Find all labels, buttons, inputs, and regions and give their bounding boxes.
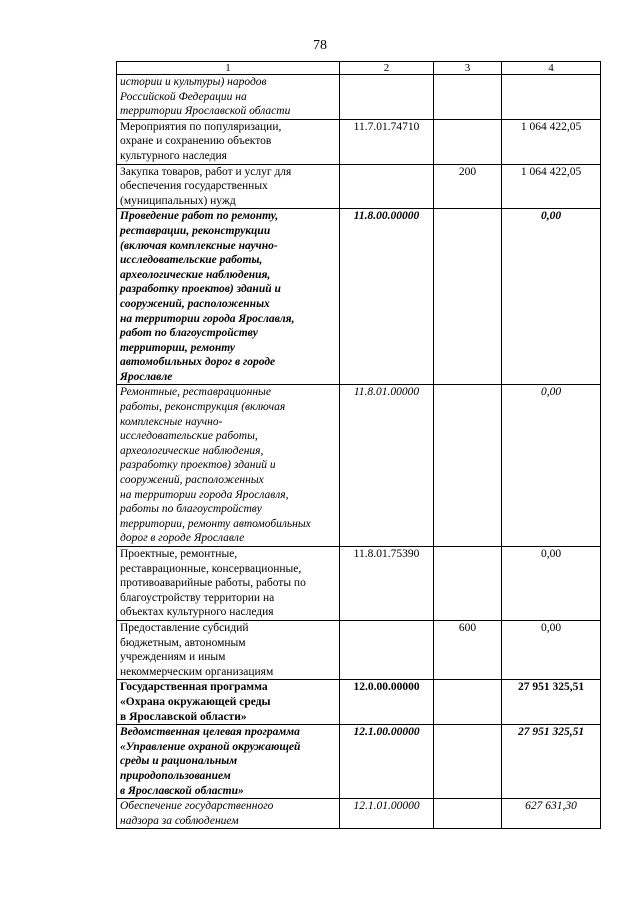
row-code-cell <box>340 75 434 120</box>
row-expense-type-cell <box>434 725 502 799</box>
row-expense-type-cell <box>434 75 502 120</box>
row-name-line: надзора за соблюдением <box>120 814 239 827</box>
row-code-cell: 11.7.01.74710 <box>340 119 434 164</box>
row-name-cell <box>117 725 340 799</box>
row-expense-type-cell <box>434 209 502 385</box>
row-name-line: территории, ремонту <box>120 341 235 354</box>
row-amount-cell: 1 064 422,05 <box>502 119 601 164</box>
row-expense-type-cell <box>434 799 502 829</box>
row-amount-cell: 0,00 <box>502 620 601 679</box>
row-name-line: Проектные, ремонтные, <box>120 548 238 560</box>
row-name-line: археологические наблюдения, <box>120 268 271 281</box>
row-name-line: территории, ремонту автомобильных <box>120 517 311 530</box>
row-name-line: объектах культурного наследия <box>120 606 274 619</box>
row-name-line: Предоставление субсидий <box>120 621 249 634</box>
row-name-cell <box>117 547 340 621</box>
row-name-line: в Ярославской области» <box>120 784 244 797</box>
row-code-cell: 12.0.00.00000 <box>340 680 434 725</box>
row-name-line: истории и культуры) народов <box>120 76 267 88</box>
row-name-line: благоустройству территории на <box>120 591 275 604</box>
row-name-line: сооружений, расположенных <box>120 474 264 487</box>
row-code-cell: 11.8.01.75390 <box>340 547 434 621</box>
table-body <box>117 75 601 829</box>
row-amount-cell: 1 064 422,05 <box>502 164 601 209</box>
row-name-line: археологические наблюдения, <box>120 444 264 457</box>
table-row <box>117 209 601 385</box>
row-code-cell <box>340 620 434 679</box>
table-row <box>117 620 601 679</box>
table-row <box>117 725 601 799</box>
row-name-line: исследовательские работы, <box>120 430 258 443</box>
row-name-line: разработку проектов) зданий и <box>120 459 276 472</box>
row-name-cell <box>117 620 340 679</box>
row-amount-cell: 627 631,30 <box>502 799 601 829</box>
row-name-line: работы, реконструкция (включая <box>120 401 286 414</box>
row-name-line: учреждениям и иным <box>120 651 226 664</box>
row-name-cell <box>117 385 340 547</box>
row-name-cell <box>117 75 340 120</box>
row-name-cell <box>117 119 340 164</box>
row-name-line: охране и сохранению объектов <box>120 135 272 148</box>
row-name-line: Проведение работ по ремонту, <box>120 210 279 223</box>
row-name-line: некоммерческим организациям <box>120 665 274 678</box>
column-header-expense-type: 3 <box>434 62 502 75</box>
row-name-line: разработку проектов) зданий и <box>120 283 281 296</box>
row-name-line: Государственная программа <box>120 681 268 694</box>
row-name-cell <box>117 799 340 829</box>
row-name-line: реставрации, реконструкции <box>120 224 271 237</box>
row-expense-type-cell <box>434 385 502 547</box>
table-header-row <box>117 62 601 75</box>
row-name-line: Ремонтные, реставрационные <box>120 386 271 399</box>
row-name-line: дорог в городе Ярославле <box>120 532 245 545</box>
row-name-line: «Управление охраной окружающей <box>120 740 301 753</box>
row-amount-cell: 0,00 <box>502 547 601 621</box>
row-name-line: исследовательские работы, <box>120 254 263 267</box>
table-row <box>117 164 601 209</box>
row-name-line: бюджетным, автономным <box>120 636 246 649</box>
column-header-code: 2 <box>340 62 434 75</box>
row-name-line: Обеспечение государственного <box>120 800 274 813</box>
row-amount-cell: 27 951 325,51 <box>502 725 601 799</box>
row-expense-type-cell <box>434 547 502 621</box>
row-name-line: Закупка товаров, работ и услуг для <box>120 165 292 178</box>
row-name-line: культурного наследия <box>120 149 227 162</box>
table-row <box>117 119 601 164</box>
row-name-line: обеспечения государственных <box>120 180 268 193</box>
row-name-line: Мероприятия по популяризации, <box>120 120 282 133</box>
row-name-line: природопользованием <box>120 769 231 782</box>
row-name-line: противоаварийные работы, работы по <box>120 577 306 590</box>
row-name-line: в Ярославской области» <box>120 710 247 723</box>
row-expense-type-cell: 600 <box>434 620 502 679</box>
row-amount-cell: 0,00 <box>502 209 601 385</box>
row-amount-cell <box>502 75 601 120</box>
row-name-line: территории Ярославской области <box>120 105 291 118</box>
row-name-line: работ по благоустройству <box>120 327 258 340</box>
row-name-line: Ярославле <box>120 370 173 383</box>
table-row <box>117 75 601 120</box>
row-name-line: (включая комплексные научно- <box>120 239 278 252</box>
table-row <box>117 385 601 547</box>
row-name-line: автомобильных дорог в городе <box>120 356 276 369</box>
row-code-cell: 12.1.01.00000 <box>340 799 434 829</box>
row-name-cell <box>117 209 340 385</box>
column-header-name: 1 <box>117 62 340 75</box>
budget-table <box>116 61 601 829</box>
row-name-line: комплексные научно- <box>120 415 223 428</box>
row-name-line: на территории города Ярославля, <box>120 488 289 501</box>
row-expense-type-cell: 200 <box>434 164 502 209</box>
row-expense-type-cell <box>434 680 502 725</box>
column-header-amount: 4 <box>502 62 601 75</box>
row-name-line: «Охрана окружающей среды <box>120 695 271 708</box>
row-name-line: на территории города Ярославля, <box>120 312 295 325</box>
row-amount-cell: 27 951 325,51 <box>502 680 601 725</box>
row-code-cell <box>340 164 434 209</box>
row-code-cell: 11.8.00.00000 <box>340 209 434 385</box>
row-name-line: Ведомственная целевая программа <box>120 726 300 739</box>
row-amount-cell: 0,00 <box>502 385 601 547</box>
row-name-line: Российской Федерации на <box>120 90 247 103</box>
row-name-line: работы по благоустройству <box>120 503 262 516</box>
row-name-line: (муниципальных) нужд <box>120 194 236 207</box>
table-row <box>117 547 601 621</box>
table-row <box>117 680 601 725</box>
row-name-line: сооружений, расположенных <box>120 297 270 310</box>
page-number: 78 <box>313 38 327 53</box>
row-name-cell <box>117 164 340 209</box>
row-name-cell <box>117 680 340 725</box>
row-expense-type-cell <box>434 119 502 164</box>
row-code-cell: 12.1.00.00000 <box>340 725 434 799</box>
row-name-line: реставрационные, консервационные, <box>120 562 302 575</box>
row-name-line: среды и рациональным <box>120 755 238 768</box>
row-code-cell: 11.8.01.00000 <box>340 385 434 547</box>
table-row <box>117 799 601 829</box>
